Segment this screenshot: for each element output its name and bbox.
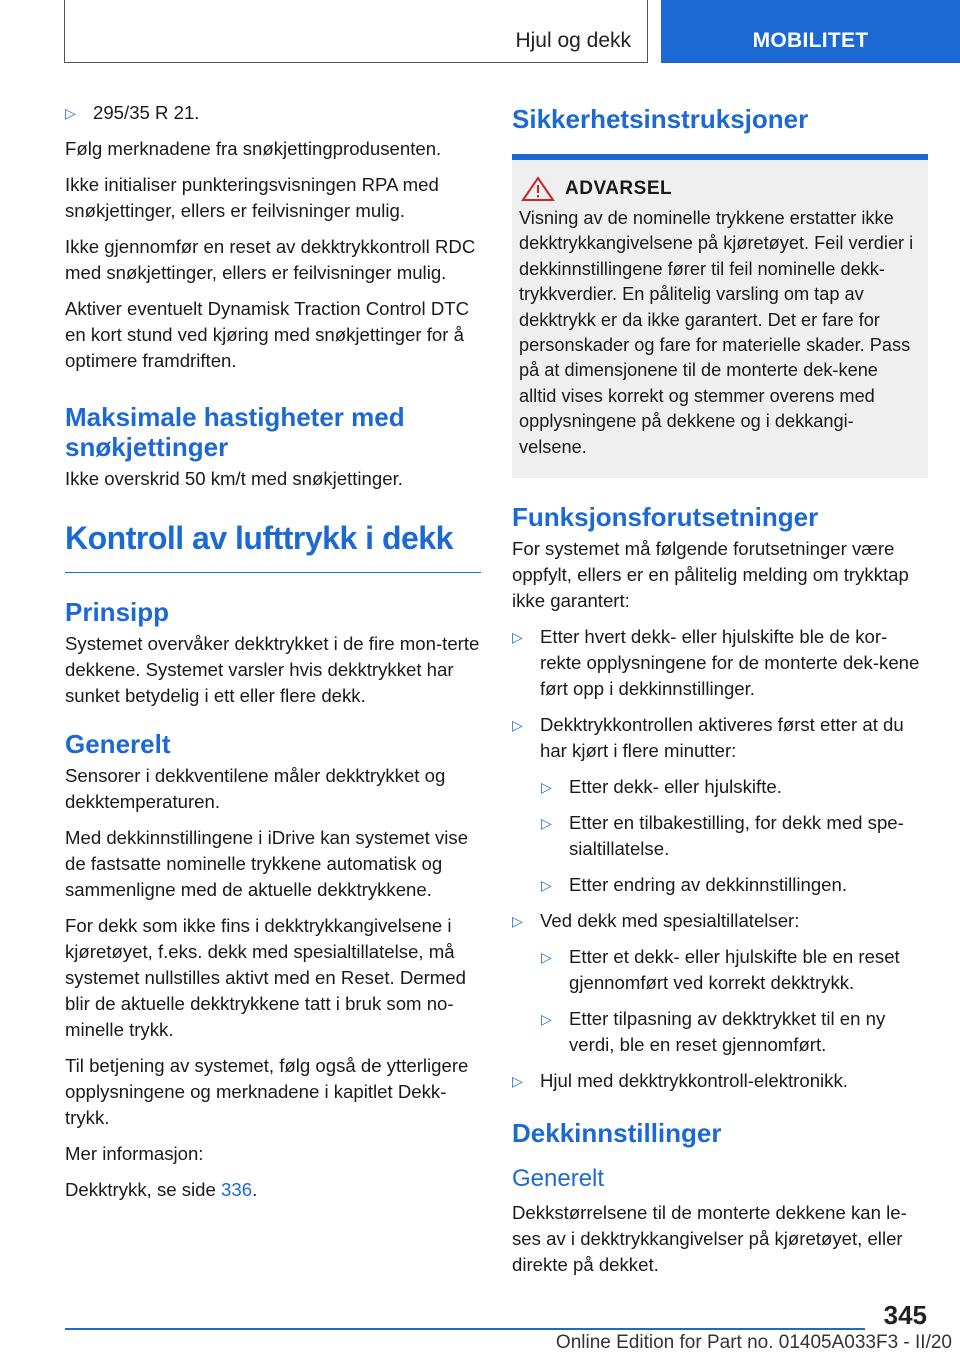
list-item: ▷ Hjul med dekktrykkontroll-elektronikk. <box>512 1068 928 1094</box>
list-item: ▷ Etter et dekk- eller hjulskifte ble en reset gjennomført ved korrekt dekktrykk. <box>541 944 928 996</box>
triangle-right-icon: ▷ <box>541 877 552 894</box>
page-number: 345 <box>883 1300 927 1330</box>
triangle-right-icon: ▷ <box>541 815 552 832</box>
paragraph: Dekkstørrelsene til de monterte dekkene kan le-ses av i dekktrykkangivelser på kjøretøyet, eller direkte på dekket. <box>512 1202 907 1276</box>
paragraph: Til betjening av systemet, følg også de ytterligere opplysningene og merknadene i kapitlet Dekk-trykk. <box>65 1055 469 1128</box>
triangle-right-icon: ▷ <box>512 913 523 930</box>
list-item: ▷ Ved dekk med spesialtillatelser: <box>512 908 928 934</box>
paragraph: Ikke gjennomfør en reset av dekktrykkontroll RDC med snøkjettinger, ellers er feilvisninger mulig. <box>65 236 476 283</box>
right-column <box>512 100 928 1288</box>
triangle-right-icon: ▷ <box>512 1073 523 1090</box>
section-heading: Funksjonsforutsetninger <box>512 502 819 533</box>
list-item: ▷ Etter dekk- eller hjulskifte. <box>541 774 928 800</box>
list-item: ▷ Etter tilpasning av dekktrykket til en ny verdi, ble en reset gjennomført. <box>541 1006 928 1058</box>
chapter-heading: Kontroll av lufttrykk i dekk <box>65 518 481 573</box>
section-heading: Maksimale hastigheter med snøkjettinger <box>65 402 405 462</box>
section-title: Hjul og dekk <box>515 29 631 52</box>
triangle-right-icon: ▷ <box>65 105 76 121</box>
list-item: ▷ 295/35 R 21. <box>65 100 481 126</box>
warning-label: ADVARSEL <box>565 178 673 199</box>
paragraph: Sensorer i dekkventilene måler dekktrykket og dekktemperaturen. <box>65 765 446 812</box>
page-link[interactable]: 336 <box>221 1179 253 1200</box>
paragraph: Med dekkinnstillingene i iDrive kan systemet vise de fastsatte nominelle trykkene automatisk og sammenligne med de aktuelle dekktrykkene. <box>65 827 469 900</box>
paragraph: Ikke initialiser punkteringsvisningen RPA med snøkjettinger, ellers er feilvisninger mulig. <box>65 174 439 221</box>
warning-triangle-icon <box>519 176 557 202</box>
list-item: ▷ Etter hvert dekk- eller hjulskifte ble de kor-rekte opplysningene for de monterte dek-kene ført opp i dekkinnstillinger. <box>512 624 928 702</box>
paragraph: Mer informasjon: <box>65 1143 204 1164</box>
chapter-tab[interactable]: MOBILITET <box>661 0 960 63</box>
paragraph: Aktiver eventuelt Dynamisk Traction Control DTC en kort stund ved kjøring med snøkjettinger for å optimere framdriften. <box>65 298 470 371</box>
header-frame <box>64 0 648 63</box>
triangle-right-icon: ▷ <box>541 1011 552 1028</box>
edition-note: Online Edition for Part no. 01405A033F3 - II/20 <box>555 1332 952 1353</box>
subsection-heading: Generelt <box>512 1165 605 1193</box>
triangle-right-icon: ▷ <box>512 629 523 646</box>
paragraph: Systemet overvåker dekktrykket i de fire mon-terte dekkene. Systemet varsler hvis dekktrykket har sunket betydelig i ett eller flere dekk. <box>65 633 480 706</box>
triangle-right-icon: ▷ <box>512 717 523 734</box>
footer-divider <box>65 1328 865 1330</box>
triangle-right-icon: ▷ <box>541 949 552 966</box>
triangle-right-icon: ▷ <box>541 779 552 796</box>
paragraph: Følg merknadene fra snøkjettingprodusenten. <box>65 138 442 159</box>
section-heading: Dekkinnstillinger <box>512 1118 722 1149</box>
section-heading: Sikkerhetsinstruksjoner <box>512 104 809 134</box>
paragraph: For dekk som ikke fins i dekktrykkangivelsene i kjøretøyet, f.eks. dekk med spesialtillatelse, må systemet nullstilles aktivt med en Reset. Dermed blir de aktuelle dekktrykkene tatt i bruk som no-minelle trykk. <box>65 915 466 1040</box>
list-item: ▷ Etter endring av dekkinnstillingen. <box>541 872 928 898</box>
left-column <box>65 100 481 1213</box>
section-heading: Generelt <box>65 729 171 759</box>
cross-reference: Dekktrykk, se side 336. <box>65 1179 258 1200</box>
paragraph: For systemet må følgende forutsetninger være oppfylt, ellers er en pålitelig melding om trykktap ikke garantert: <box>512 538 909 612</box>
section-heading: Prinsipp <box>65 597 170 627</box>
warning-box <box>512 154 928 478</box>
warning-text: Visning av de nominelle trykkene erstatter ikke dekktrykkangivelsene på kjøretøyet. Feil verdier i dekkinnstillingene fører til feil nominelle dekk-trykkverdier. En pålitelig varsling om tap av dekktrykk er da ikke garantert. Det er fare for personskader og fare for materielle skader. Pass på at dimensjonene til de monterte dek-kene alltid vises korrekt og stemmer overens med opplysningene på dekkene og i dekkangi-velsene. <box>519 208 914 457</box>
warning-header <box>519 176 920 202</box>
list-item: ▷ Etter en tilbakestilling, for dekk med spe-sialtillatelse. <box>541 810 928 862</box>
paragraph: Ikke overskrid 50 km/t med snøkjettinger. <box>65 468 403 489</box>
list-item: ▷ Dekktrykkontrollen aktiveres først etter at du har kjørt i flere minutter: <box>512 712 928 764</box>
